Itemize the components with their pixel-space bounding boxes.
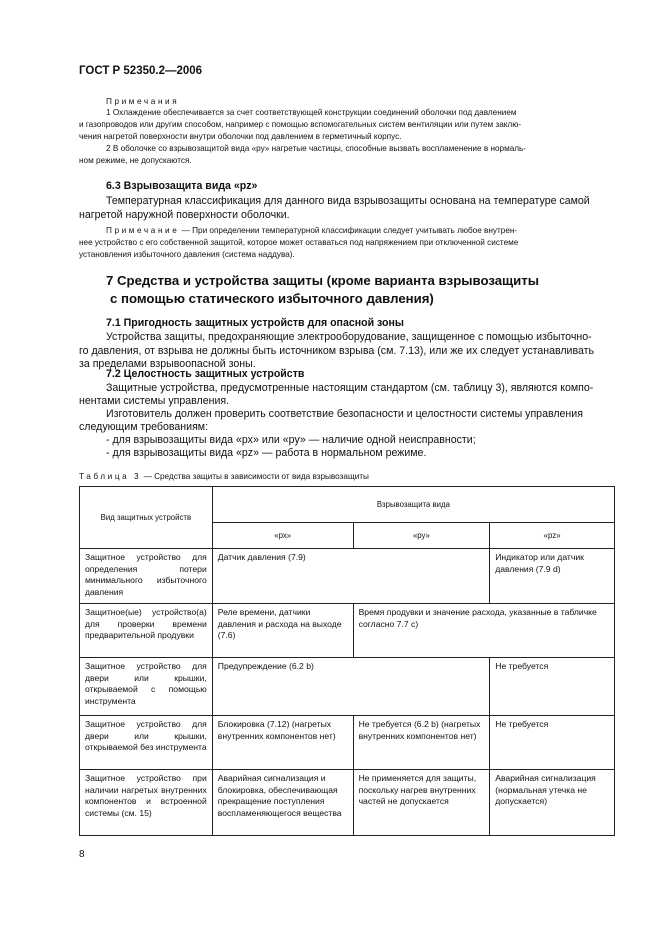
section-7-1-line-1: Устройства защиты, предохраняющие электрооборудование, защищенное с помощью избыточно- (106, 331, 592, 343)
header-px: «рх» (212, 523, 353, 549)
section-7-1-line-2: го давления, от взрыва не должны быть источником взрыва (см. 7.13), или же их следует устанавливать (79, 345, 595, 357)
device-cell: Защитное устройство при наличии нагретых внутренних компонентов и встроенной системы (см. 15) (80, 770, 213, 836)
note-2-line-1: 2 В оболочке со взрывозащитой вида «ру» нагретые частицы, способные вызвать воспламенение в нормаль- (106, 144, 527, 153)
pz-cell: Не требуется (490, 716, 615, 770)
table-caption (79, 472, 369, 481)
table-row (80, 716, 615, 770)
section-6-3-note-label: Примечание (106, 226, 180, 235)
section-6-3-line-1: Температурная классификация для данного вида взрывозащиты основана на температуре самой (106, 195, 590, 207)
page-number: 8 (79, 849, 85, 860)
protection-devices-table (79, 486, 615, 836)
px-py-cell: Датчик давления (7.9) (212, 549, 489, 604)
section-6-3-heading: 6.3 Взрывозащита вида «pz» (106, 180, 258, 192)
section-7-2-line-3: Изготовитель должен проверить соответствие безопасности и целостности системы управления (106, 408, 583, 420)
py-pz-cell: Время продувки и значение расхода, указанные в табличке согласно 7.7 с) (353, 604, 614, 658)
header-protection-type: Взрывозащита вида (212, 487, 614, 523)
px-cell: Аварийная сигнализация и блокировка, обеспечивающая прекращение поступления воспламеняющегося вещества (212, 770, 353, 836)
px-cell: Реле времени, датчики давления и расхода на выходе (7.6) (212, 604, 353, 658)
device-cell: Защитное устройство для двери или крышки, открываемой без инструмента (80, 716, 213, 770)
section-6-3-note-text: — При определении температурной классификации следует учитывать любое внутрен- (181, 226, 518, 235)
section-7-2-line-1: Защитные устройства, предусмотренные настоящим стандартом (см. таблицу 3), являются компо- (106, 382, 594, 394)
py-cell: Не требуется (6.2 b) (нагретых внутренних компонентов нет) (353, 716, 490, 770)
device-cell: Защитное устройство для двери или крышки, открываемой с помощью инструмента (80, 658, 213, 716)
section-7-2-line-2: нентами системы управления. (79, 395, 230, 407)
table-row (80, 549, 615, 604)
table-caption-text: — Средства защиты в зависимости от вида взрывозащиты (141, 472, 369, 481)
section-6-3-note-line-3: установления избыточного давления (система наддува). (79, 250, 295, 259)
table-row (80, 658, 615, 716)
device-cell: Защитное(ые) устройство(а) для проверки времени предварительной продувки (80, 604, 213, 658)
table-row (80, 604, 615, 658)
note-1-line-3: чения нагретой поверхности внутри оболочки под давлением в герметичный корпус. (79, 132, 402, 141)
section-7-2-line-4: следующим требованиям: (79, 421, 209, 433)
table-caption-label: Таблица 3 (79, 472, 142, 481)
section-7-2-line-6: - для взрывозащиты вида «pz» — работа в нормальном режиме. (106, 447, 427, 459)
table-row (80, 770, 615, 836)
section-7-heading-line-1: 7 Средства и устройства защиты (кроме варианта взрывозащиты (106, 273, 540, 288)
pz-cell: Не требуется (490, 658, 615, 716)
device-cell: Защитное устройство для определения потери минимального избыточного давления (80, 549, 213, 604)
note-2-line-2: ном режиме, не допускаются. (79, 156, 192, 165)
py-cell: Не применяется для защиты, поскольку нагрев внутренних частей не допускается (353, 770, 490, 836)
pz-cell: Аварийная сигнализация (нормальная утечка не допускается) (490, 770, 615, 836)
section-7-2-line-5: - для взрывозащиты вида «рх» или «ру» — наличие одной неисправности; (106, 434, 476, 446)
note-1-line-2: и газопроводов или другим способом, например с помощью вспомогательных систем вентиляции или путем заклю- (79, 120, 522, 129)
section-6-3-note-line-1 (106, 225, 517, 237)
document-header: ГОСТ Р 52350.2—2006 (79, 65, 203, 77)
header-py: «ру» (353, 523, 490, 549)
section-7-1-heading: 7.1 Пригодность защитных устройств для опасной зоны (106, 317, 404, 329)
section-7-2-heading: 7.2 Целостность защитных устройств (106, 368, 305, 380)
header-pz: «pz» (490, 523, 615, 549)
header-device-type: Вид защитных устройств (80, 487, 213, 549)
section-6-3-line-2: нагретой наружной поверхности оболочки. (79, 209, 290, 221)
section-6-3-note-line-2: нее устройство с его собственной защитой, которое может оставаться под напряжением при отключенной системе (79, 238, 519, 247)
px-py-cell: Предупреждение (6.2 b) (212, 658, 489, 716)
section-7-heading-line-2: с помощью статического избыточного давления) (110, 291, 434, 306)
notes-label: Примечания (106, 97, 180, 106)
pz-cell: Индикатор или датчик давления (7.9 d) (490, 549, 615, 604)
px-cell: Блокировка (7.12) (нагретых внутренних компонентов нет) (212, 716, 353, 770)
section-7-1-line-3: за пределами взрывоопасной зоны. (79, 358, 256, 370)
note-1-line-1: 1 Охлаждение обеспечивается за счет соответствующей конструкции соединений оболочки под давлением (106, 108, 517, 117)
